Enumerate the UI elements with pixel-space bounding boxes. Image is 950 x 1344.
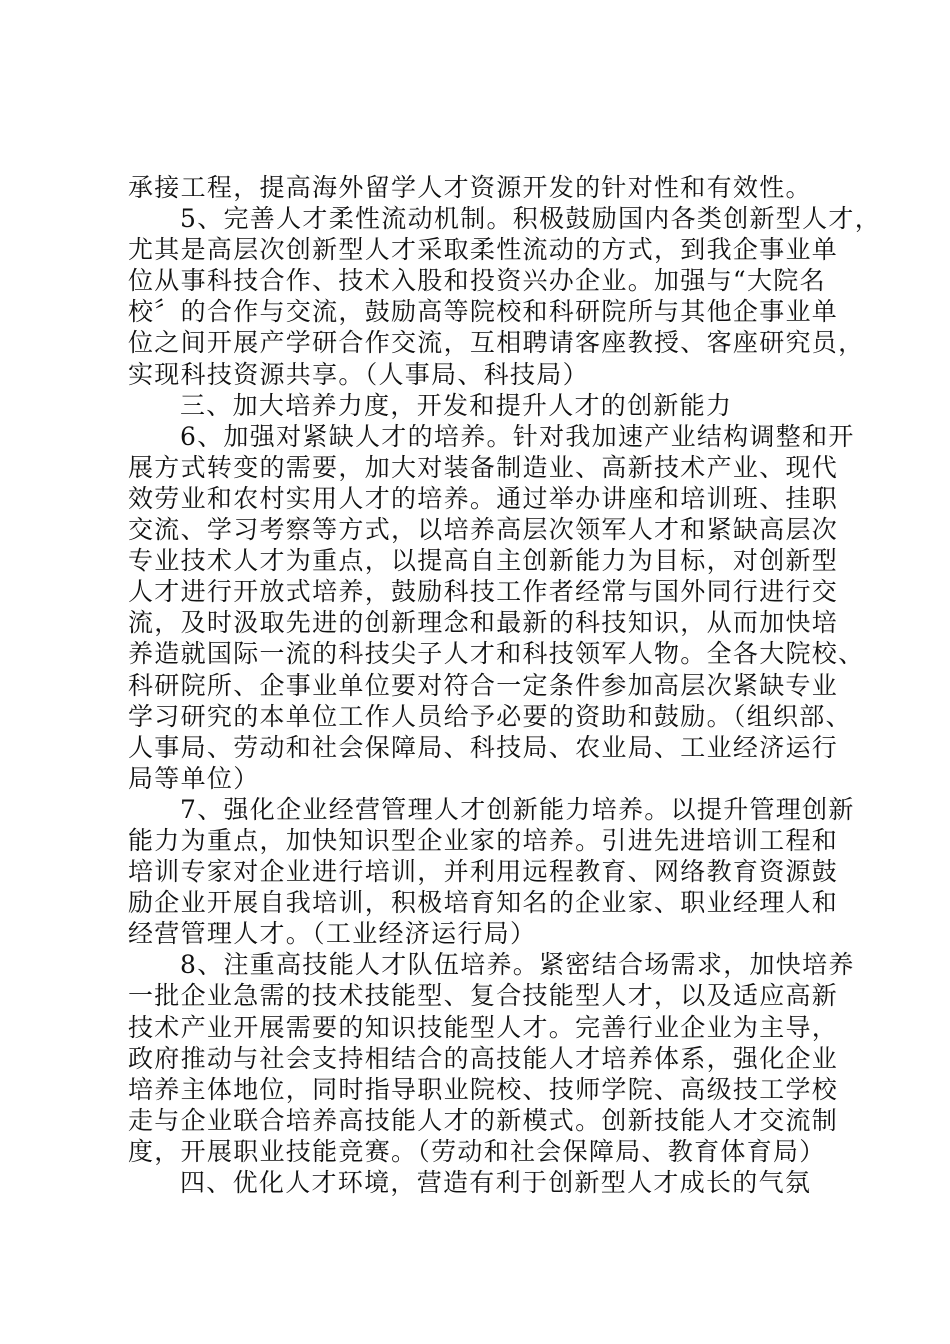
text-line: 科研院所、企事业单位要对符合一定条件参加高层次紧缺专业 — [128, 670, 839, 700]
text-line: 位之间开展产学研合作交流，互相聘请客座教授、客座研究员， — [128, 328, 865, 358]
text-line: 人才进行开放式培养，鼓励科技工作者经常与国外同行进行交 — [128, 577, 839, 607]
text-line: 培养主体地位，同时指导职业院校、技师学院、高级技工学校 — [128, 1074, 839, 1104]
text-line: 技术产业开展需要的知识技能型人才。完善行业企业为主导， — [128, 1012, 839, 1042]
text-line: 8、注重高技能人才队伍培养。紧密结合场需求，加快培养 — [180, 950, 855, 980]
text-line: 能力为重点，加快知识型企业家的培养。引进先进培训工程和 — [128, 825, 839, 855]
text-line: 四、优化人才环境，营造有利于创新型人才成长的气氛 — [180, 1168, 812, 1197]
text-line: 展方式转变的需要，加大对装备制造业、高新技术产业、现代 — [128, 452, 839, 482]
text-line: 尤其是高层次创新型人才采取柔性流动的方式，到我企事业单 — [128, 235, 839, 265]
text-line: 实现科技资源共享。（人事局、科技局） — [128, 359, 589, 389]
text-line: 流，及时汲取先进的创新理念和最新的科技知识，从而加快培 — [128, 608, 839, 638]
text-line: 人事局、劳动和社会保障局、科技局、农业局、工业经济运行 — [128, 732, 839, 762]
text-line: 承接工程，提高海外留学人才资源开发的针对性和有效性。 — [128, 173, 812, 202]
text-line: 培训专家对企业进行培训，并利用远程教育、网络教育资源鼓 — [128, 857, 839, 887]
text-line: 三、加大培养力度，开发和提升人才的创新能力 — [180, 390, 733, 420]
text-line: 效劳业和农村实用人才的培养。通过举办讲座和培训班、挂职 — [128, 483, 839, 513]
text-line: 走与企业联合培养高技能人才的新模式。创新技能人才交流制 — [128, 1105, 839, 1135]
text-line: 局等单位） — [128, 763, 260, 793]
text-line: 6、加强对紧缺人才的培养。针对我加速产业结构调整和开 — [180, 421, 855, 451]
document-body — [128, 172, 882, 1198]
text-line: 交流、学习考察等方式，以培养高层次领军人才和紧缺高层次 — [128, 515, 839, 545]
text-line: 专业技术人才为重点，以提高自主创新能力为目标，对创新型 — [128, 546, 839, 576]
text-line: 养造就国际一流的科技尖子人才和科技领军人物。全各大院校、 — [128, 639, 865, 669]
text-line: 学习研究的本单位工作人员给予必要的资助和鼓励。（组织部、 — [128, 701, 852, 731]
text-line: 7、强化企业经营管理人才创新能力培养。以提升管理创新 — [180, 794, 855, 824]
text-line: 位从事科技合作、技术入股和投资兴办企业。加强与“大院名 — [128, 266, 826, 296]
text-line: 校〞的合作与交流，鼓励高等院校和科研院所与其他企事业单 — [128, 297, 839, 327]
text-line: 度，开展职业技能竞赛。（劳动和社会保障局、教育体育局） — [128, 1136, 826, 1166]
text-line: 经营管理人才。（工业经济运行局） — [128, 919, 537, 949]
text-line: 一批企业急需的技术技能型、复合技能型人才，以及适应高新 — [128, 981, 839, 1011]
text-line: 励企业开展自我培训，积极培育知名的企业家、职业经理人和 — [128, 888, 839, 918]
text-line: 5、完善人才柔性流动机制。积极鼓励国内各类创新型人才， — [180, 204, 882, 234]
text-line: 政府推动与社会支持相结合的高技能人才培养体系，强化企业 — [128, 1043, 839, 1073]
